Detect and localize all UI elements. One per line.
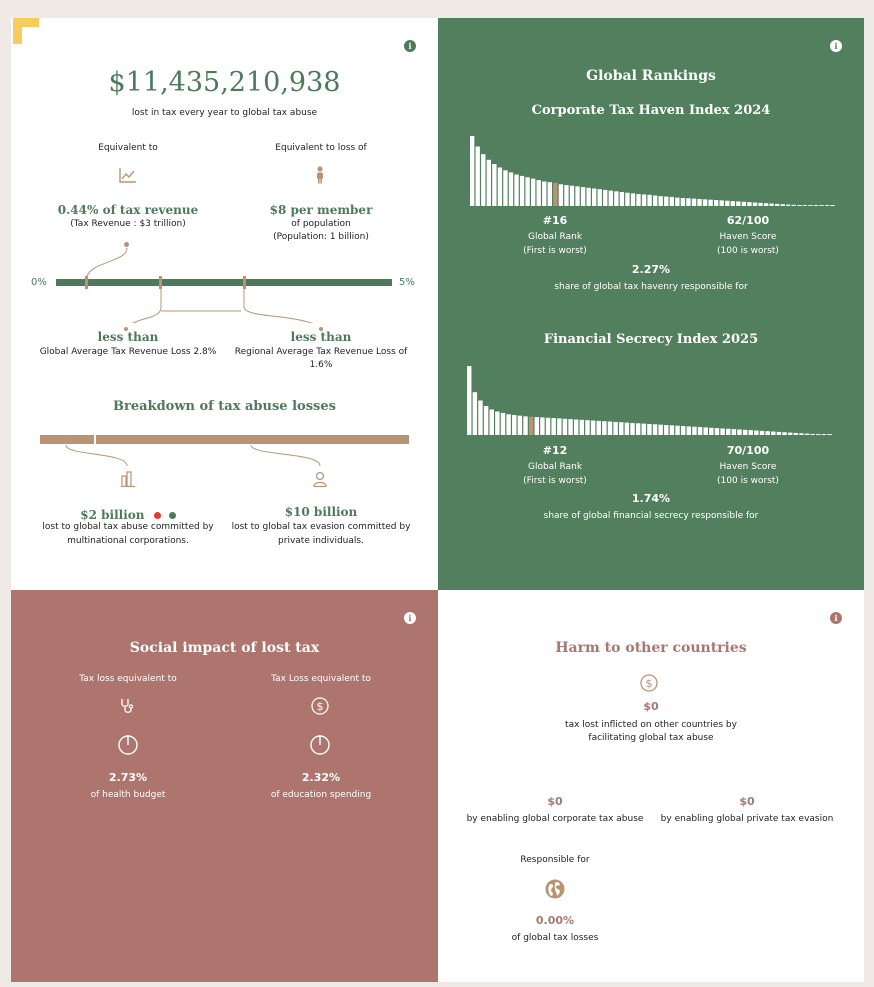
fsi-share-caption: share of global financial secrecy responsible for [543, 511, 759, 521]
fsi-bar [625, 423, 629, 435]
compare-regional-value: less than [290, 330, 352, 344]
fsi-bar [737, 429, 741, 435]
fsi-bar [619, 422, 623, 435]
harm-corp-caption: by enabling global corporate tax abuse [466, 814, 644, 824]
line-chart-icon [119, 167, 137, 187]
cthi-score-sub: (100 is worst) [717, 246, 779, 256]
scale-marker [85, 276, 88, 289]
breakdown-connectors [11, 444, 438, 484]
fsi-bar [540, 417, 544, 435]
fsi-bar [630, 423, 634, 435]
social-title: Social impact of lost tax [129, 640, 320, 656]
fsi-bar [602, 421, 606, 435]
cthi-bar [797, 205, 801, 206]
globe-icon [545, 879, 565, 903]
cthi-bar [503, 170, 507, 206]
cthi-bar [548, 182, 552, 206]
cthi-share-caption: share of global tax havenry responsible for [554, 282, 748, 292]
corp-loss-value: $2 billion [80, 508, 145, 522]
fsi-bar [788, 433, 792, 435]
cthi-bar [670, 197, 674, 206]
fsi-bar [495, 412, 499, 435]
cthi-bar [631, 193, 635, 206]
fsi-bar [597, 421, 601, 435]
fsi-bar [822, 434, 826, 435]
connector-dot [124, 242, 129, 247]
cthi-bar-chart [470, 136, 836, 206]
cthi-bar [675, 198, 679, 206]
cthi-bar [731, 201, 735, 206]
fsi-bar [675, 426, 679, 435]
breakdown-title: Breakdown of tax abuse losses [113, 399, 336, 414]
harm-corp-value: $0 [547, 795, 563, 808]
cthi-bar [586, 188, 590, 206]
fsi-score-value: 70/100 [726, 444, 770, 457]
total-loss-caption: lost in tax every year to global tax abuse [131, 108, 318, 118]
fsi-bar [805, 434, 809, 435]
fsi-bar [506, 414, 510, 435]
cthi-bar [542, 182, 546, 207]
fsi-bar-chart [467, 366, 833, 435]
dollar-circle-icon [311, 697, 329, 719]
scale-connectors [11, 243, 438, 323]
fsi-bar [613, 422, 617, 435]
cthi-bar [708, 200, 712, 206]
cthi-bar [725, 201, 729, 206]
harm-private-caption: by enabling global private tax evasion [660, 814, 834, 824]
education-gauge-icon [310, 735, 330, 759]
person-icon [315, 166, 325, 188]
cthi-share-value: 2.27% [631, 263, 671, 276]
cthi-bar [487, 160, 491, 206]
cthi-score-label: Haven Score [719, 232, 777, 242]
cthi-bar [592, 189, 596, 207]
cthi-bar [792, 205, 796, 206]
cthi-bar [603, 190, 607, 206]
cthi-bar [786, 205, 790, 206]
health-gauge-icon [118, 735, 138, 759]
cthi-bar [647, 195, 651, 206]
fsi-bar [585, 420, 589, 435]
cthi-bar [803, 205, 807, 206]
social-health-heading: Tax loss equivalent to [79, 674, 177, 684]
fsi-bar [743, 430, 747, 435]
fsi-bar [794, 433, 798, 435]
individual-loss-value: $10 billion [284, 505, 358, 519]
cthi-bar [808, 205, 812, 206]
cthi-bar [575, 186, 579, 206]
fsi-bar [642, 424, 646, 435]
harm-responsible-value: 0.00% [535, 914, 575, 927]
cthi-bar [747, 202, 751, 206]
social-health-caption: of health budget [90, 790, 166, 800]
harm-total-caption2: facilitating global tax abuse [588, 733, 714, 743]
fsi-bar [703, 427, 707, 435]
fsi-bar [574, 419, 578, 435]
fsi-rank-value: #12 [542, 444, 568, 457]
cthi-bar [498, 168, 502, 207]
scale-marker [243, 276, 246, 289]
cthi-bar [537, 180, 541, 206]
fsi-bar [647, 424, 651, 435]
info-icon[interactable]: i [830, 612, 842, 624]
cthi-bar [681, 198, 685, 206]
equiv-revenue-sub: (Tax Revenue : $3 trillion) [70, 219, 186, 229]
cthi-bar [697, 199, 701, 206]
fsi-bar [681, 426, 685, 435]
equiv-population-sub1: of population [291, 219, 351, 229]
cthi-bar [553, 183, 557, 206]
fsi-bar [529, 417, 533, 435]
cthi-bar [714, 200, 718, 206]
cthi-bar [614, 191, 618, 206]
cthi-bar [620, 192, 624, 206]
fsi-bar [771, 432, 775, 435]
red-dot-icon [154, 512, 161, 519]
fsi-score-label: Haven Score [719, 462, 777, 472]
cthi-bar [470, 136, 474, 206]
scale-marker [159, 276, 162, 289]
compare-global-caption: Global Average Tax Revenue Loss 2.8% [39, 347, 217, 357]
global-rankings-panel [438, 18, 864, 590]
total-loss-value: $11,435,210,938 [108, 67, 341, 98]
green-dot-icon [169, 512, 176, 519]
cthi-bar [819, 205, 823, 206]
cthi-bar [525, 177, 529, 206]
fsi-bar [518, 416, 522, 435]
fsi-bar [720, 428, 724, 435]
cthi-bar [775, 204, 779, 206]
cthi-bar [686, 198, 690, 206]
breakdown-corporate-segment [40, 435, 94, 444]
fsi-bar [765, 431, 769, 435]
individual-loss-caption2: private individuals. [278, 536, 364, 546]
equiv-revenue-value: 0.44% of tax revenue [57, 203, 199, 217]
fsi-bar [692, 427, 696, 435]
info-icon[interactable]: i [404, 40, 416, 52]
cthi-bar [509, 172, 513, 206]
scale-min-label: 0% [31, 277, 47, 288]
fsi-bar [608, 422, 612, 435]
fsi-bar [563, 419, 567, 435]
fsi-rank-label: Global Rank [527, 462, 583, 472]
info-icon[interactable]: i [404, 612, 416, 624]
cthi-bar [814, 205, 818, 206]
fsi-bar [760, 431, 764, 435]
cthi-bar [692, 199, 696, 206]
cthi-bar [642, 194, 646, 206]
cthi-score-value: 62/100 [726, 214, 770, 227]
cthi-title: Corporate Tax Haven Index 2024 [531, 103, 771, 118]
fsi-bar [715, 428, 719, 435]
fsi-bar [810, 434, 814, 435]
social-impact-panel [11, 590, 438, 982]
cthi-bar [609, 191, 613, 206]
fsi-bar [490, 409, 494, 435]
cthi-bar [531, 179, 535, 206]
fsi-bar [670, 425, 674, 435]
cthi-bar [564, 185, 568, 206]
fsi-bar [501, 413, 505, 435]
breakdown-bar [40, 435, 409, 444]
fsi-bar [777, 432, 781, 435]
social-education-value: 2.32% [301, 771, 341, 784]
cthi-rank-sub: (First is worst) [523, 246, 587, 256]
cthi-bar [753, 203, 757, 207]
building-icon [121, 471, 135, 491]
cthi-bar [830, 205, 834, 206]
fsi-title: Financial Secrecy Index 2025 [543, 332, 759, 347]
corp-loss-caption1: lost to global tax abuse committed by [42, 522, 214, 532]
cthi-bar [653, 196, 657, 207]
cthi-bar [659, 196, 663, 206]
user-outline-icon [313, 471, 327, 491]
stethoscope-icon [119, 697, 137, 719]
cthi-rank-value: #16 [542, 214, 568, 227]
cthi-bar [742, 202, 746, 206]
harm-private-value: $0 [739, 795, 755, 808]
fsi-bar [782, 432, 786, 435]
cthi-bar [570, 186, 574, 206]
cthi-rank-label: Global Rank [527, 232, 583, 242]
fsi-bar [664, 425, 668, 435]
equiv-population-sub2: (Population: 1 billion) [273, 232, 369, 242]
rankings-title: Global Rankings [586, 68, 716, 84]
harm-total-caption1: tax lost inflicted on other countries by [565, 720, 737, 730]
breakdown-individual-segment [96, 435, 409, 444]
cthi-bar [492, 164, 496, 206]
fsi-bar [827, 434, 831, 435]
cthi-bar [520, 176, 524, 206]
compare-regional-caption1: Regional Average Tax Revenue Loss of [234, 347, 408, 357]
fsi-bar [591, 421, 595, 435]
equiv-population-value: $8 per member [269, 203, 373, 217]
cthi-bar [769, 204, 773, 206]
social-education-heading: Tax Loss equivalent to [271, 674, 371, 684]
fsi-bar [467, 366, 471, 435]
fsi-bar [754, 431, 758, 435]
fsi-rank-sub: (First is worst) [523, 476, 587, 486]
fsi-bar [484, 406, 488, 435]
cthi-bar [481, 154, 485, 206]
cthi-bar [758, 203, 762, 206]
fsi-bar [568, 419, 572, 435]
harm-responsible-heading: Responsible for [520, 855, 590, 865]
cthi-bar [720, 200, 724, 206]
fsi-bar [478, 401, 482, 436]
corner-logo [13, 18, 39, 44]
fsi-bar [816, 434, 820, 435]
equiv-population-heading: Equivalent to loss of [275, 143, 367, 153]
scale-max-label: 5% [399, 277, 415, 288]
fsi-bar [653, 424, 657, 435]
fsi-bar [580, 420, 584, 435]
cthi-bar [476, 147, 480, 207]
fsi-bar [732, 429, 736, 435]
cthi-bar [636, 194, 640, 206]
fsi-bar [535, 417, 539, 435]
fsi-bar [551, 418, 555, 435]
cthi-bar [664, 197, 668, 206]
fsi-bar [726, 429, 730, 435]
social-education-caption: of education spending [270, 790, 372, 800]
svg-text:$: $ [316, 700, 324, 713]
info-icon[interactable]: i [830, 40, 842, 52]
compare-regional-caption2: 1.6% [309, 360, 333, 370]
harm-to-other-countries-panel [438, 590, 864, 982]
tax-loss-overview-panel [11, 18, 438, 590]
individual-loss-caption1: lost to global tax evasion committed by [231, 522, 411, 532]
fsi-bar [687, 426, 691, 435]
harm-title: Harm to other countries [555, 640, 747, 656]
cthi-bar [514, 175, 518, 207]
cthi-bar [825, 205, 829, 206]
cthi-bar [703, 199, 707, 206]
equiv-revenue-heading: Equivalent to [98, 143, 158, 153]
cthi-bar [781, 204, 785, 206]
compare-global-value: less than [97, 330, 159, 344]
corp-loss-caption2: multinational corporations. [67, 536, 189, 546]
cthi-bar [598, 189, 602, 206]
fsi-bar [636, 423, 640, 435]
fsi-share-value: 1.74% [631, 492, 671, 505]
dollar-circle-icon [640, 674, 658, 696]
fsi-bar [557, 418, 561, 435]
fsi-bar [473, 392, 477, 435]
fsi-bar [512, 415, 516, 435]
social-health-value: 2.73% [108, 771, 148, 784]
cthi-bar [736, 201, 740, 206]
svg-text:$: $ [645, 677, 653, 690]
fsi-bar [546, 418, 550, 435]
harm-responsible-caption: of global tax losses [511, 933, 599, 943]
harm-total-value: $0 [643, 700, 659, 713]
fsi-bar [709, 428, 713, 435]
cthi-bar [581, 187, 585, 206]
fsi-score-sub: (100 is worst) [717, 476, 779, 486]
fsi-bar [749, 430, 753, 435]
cthi-bar [559, 184, 563, 206]
fsi-bar [799, 433, 803, 435]
cthi-bar [625, 193, 629, 206]
fsi-bar [658, 425, 662, 435]
cthi-bar [764, 203, 768, 206]
fsi-bar [523, 416, 527, 435]
fsi-bar [698, 427, 702, 435]
